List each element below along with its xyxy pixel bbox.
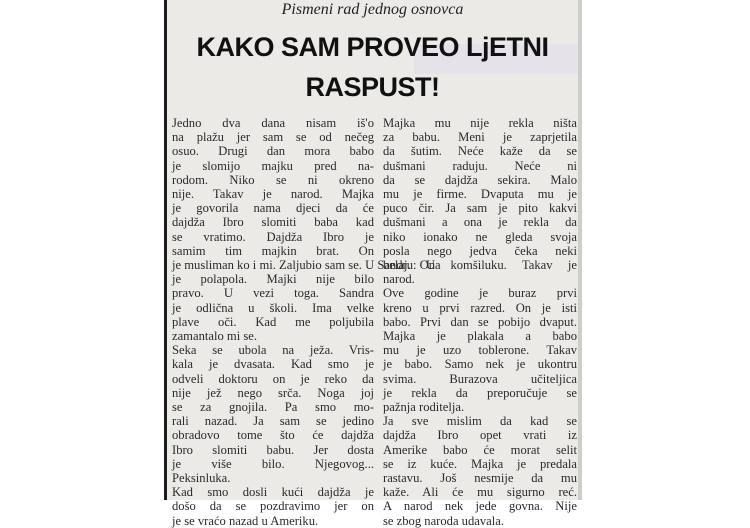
article-line: osuo. Drugi dan mora babo	[172, 144, 374, 159]
article-line: došo da se pozdravimo jer on	[172, 499, 374, 514]
article-line: je polapola. Majki nije bilo	[172, 272, 374, 287]
article-line: Majka mu nije rekla ništa	[383, 116, 577, 130]
article-line: Amerike babo će morat selit	[383, 442, 577, 457]
article-line: A narod nek jede govna. Nije	[383, 499, 577, 514]
article-line: puco čir. Ja sam je pito kakvi	[383, 201, 577, 216]
article-line: kaže. Ali će mu sigurno reć.	[383, 485, 577, 500]
article-line: se iz kuće. Majka je predala	[383, 456, 577, 471]
article-line: zamantalo mi se.	[172, 329, 257, 344]
article-line: na plažu jer sam se od nečeg	[172, 130, 374, 145]
article-line: dušmani raduju. Neće ni	[383, 158, 577, 173]
article-line: je rekla da preporučuje se	[383, 385, 577, 400]
article-line: Ove godine je buraz prvi	[383, 286, 577, 301]
article-headline-line-1: KAKO SAM PROVEO LjETNI	[196, 32, 549, 62]
article-line: se za gnojila. Pa smo mo-	[172, 400, 374, 415]
clipping-right-edge	[578, 0, 582, 500]
article-line: nije jež nego srča. Noga joj	[172, 385, 374, 400]
article-line: obradovo tome što će dajdža	[172, 428, 374, 443]
article-line: Majka je plakala a babo	[383, 329, 577, 344]
article-line: je govorila nama djeci da će	[172, 201, 374, 216]
article-line: plave oči. Kad me poljubila	[172, 314, 374, 329]
article-line: dajdža Ibro slomiti baba kad	[172, 215, 374, 230]
article-line: je musliman ko i mi. Zaljubio sam se. U Sandru: Ona	[172, 258, 441, 273]
article-line: mu je uzo toblerone. Takav	[383, 343, 577, 358]
article-line: je babo. Samo nek je ukontru	[383, 357, 577, 372]
article-line: Jedno dva dana nisam iš'o	[172, 116, 374, 130]
article-line: rodom. Niko se ni okreno	[172, 172, 374, 187]
article-line: Ibro slomiti babu. Jer dosta	[172, 442, 374, 457]
article-line: pažnja roditelja.	[383, 400, 465, 415]
article-line: kala je dvasata. Kad smo je	[172, 357, 374, 372]
article-line: babo. Prvi dan se pobijo dvaput.	[383, 314, 577, 329]
article-line: narod.	[383, 272, 415, 287]
article-column-right	[383, 116, 577, 528]
article-line: je više bilo. Njegovog...	[172, 456, 374, 471]
article-line: Peksinluka.	[172, 471, 231, 486]
article-line: je slomijo majku pred na-	[172, 158, 374, 173]
article-line: se zbog naroda udavala.	[383, 513, 504, 528]
article-line: dajdža Ibro opet vrati iz	[383, 428, 577, 443]
article-line: da šutim. Neće kaže da se	[383, 144, 577, 159]
article-line: posla nego jedva čeka neki	[383, 243, 577, 258]
article-line: Kad smo dosli kući dajdža je	[172, 485, 374, 500]
article-line: niko ionako ne gleda svoja	[383, 229, 577, 244]
article-line: belaj. U komšiluku. Takav je	[383, 258, 577, 273]
article-line: Ja sve mislim da kad se	[383, 414, 577, 429]
article-headline-line-2: RASPUST!	[305, 72, 440, 102]
article-line: je se vraćo nazad u Ameriku.	[172, 513, 319, 528]
article-line: mu je firme. Dvaputa mu je	[383, 187, 577, 202]
article-line: pravo. U vezi toga. Sandra	[172, 286, 374, 301]
article-line: dušmani a ona je rekla da	[383, 215, 577, 230]
article-line: da se dajdža sekira. Malo	[383, 172, 577, 187]
article-line: rastavu. Još nesmije da mu	[383, 471, 577, 486]
article-line: je odlična u školi. Ima velke	[172, 300, 374, 315]
article-line: nije. Takav je narod. Majka	[172, 187, 374, 202]
article-line: rali nazad. Ja sam se jedino	[172, 414, 374, 429]
article-kicker: Pismeni rad jednog osnovca	[281, 1, 464, 18]
article-line: za babu. Meni je zaprjetila	[383, 130, 577, 145]
article-line: svima. Burazova učiteljica	[383, 371, 577, 386]
article-line: Seka se ubola na ježa. Vris-	[172, 343, 374, 358]
article-line: odveli doktoru on je reko da	[172, 371, 374, 386]
article-line: samim tim majkin brat. On	[172, 243, 374, 258]
article-line: kreno u prvi razred. On je isti	[383, 300, 577, 315]
article-line: se vratimo. Dajdža Ibro je	[172, 229, 374, 244]
